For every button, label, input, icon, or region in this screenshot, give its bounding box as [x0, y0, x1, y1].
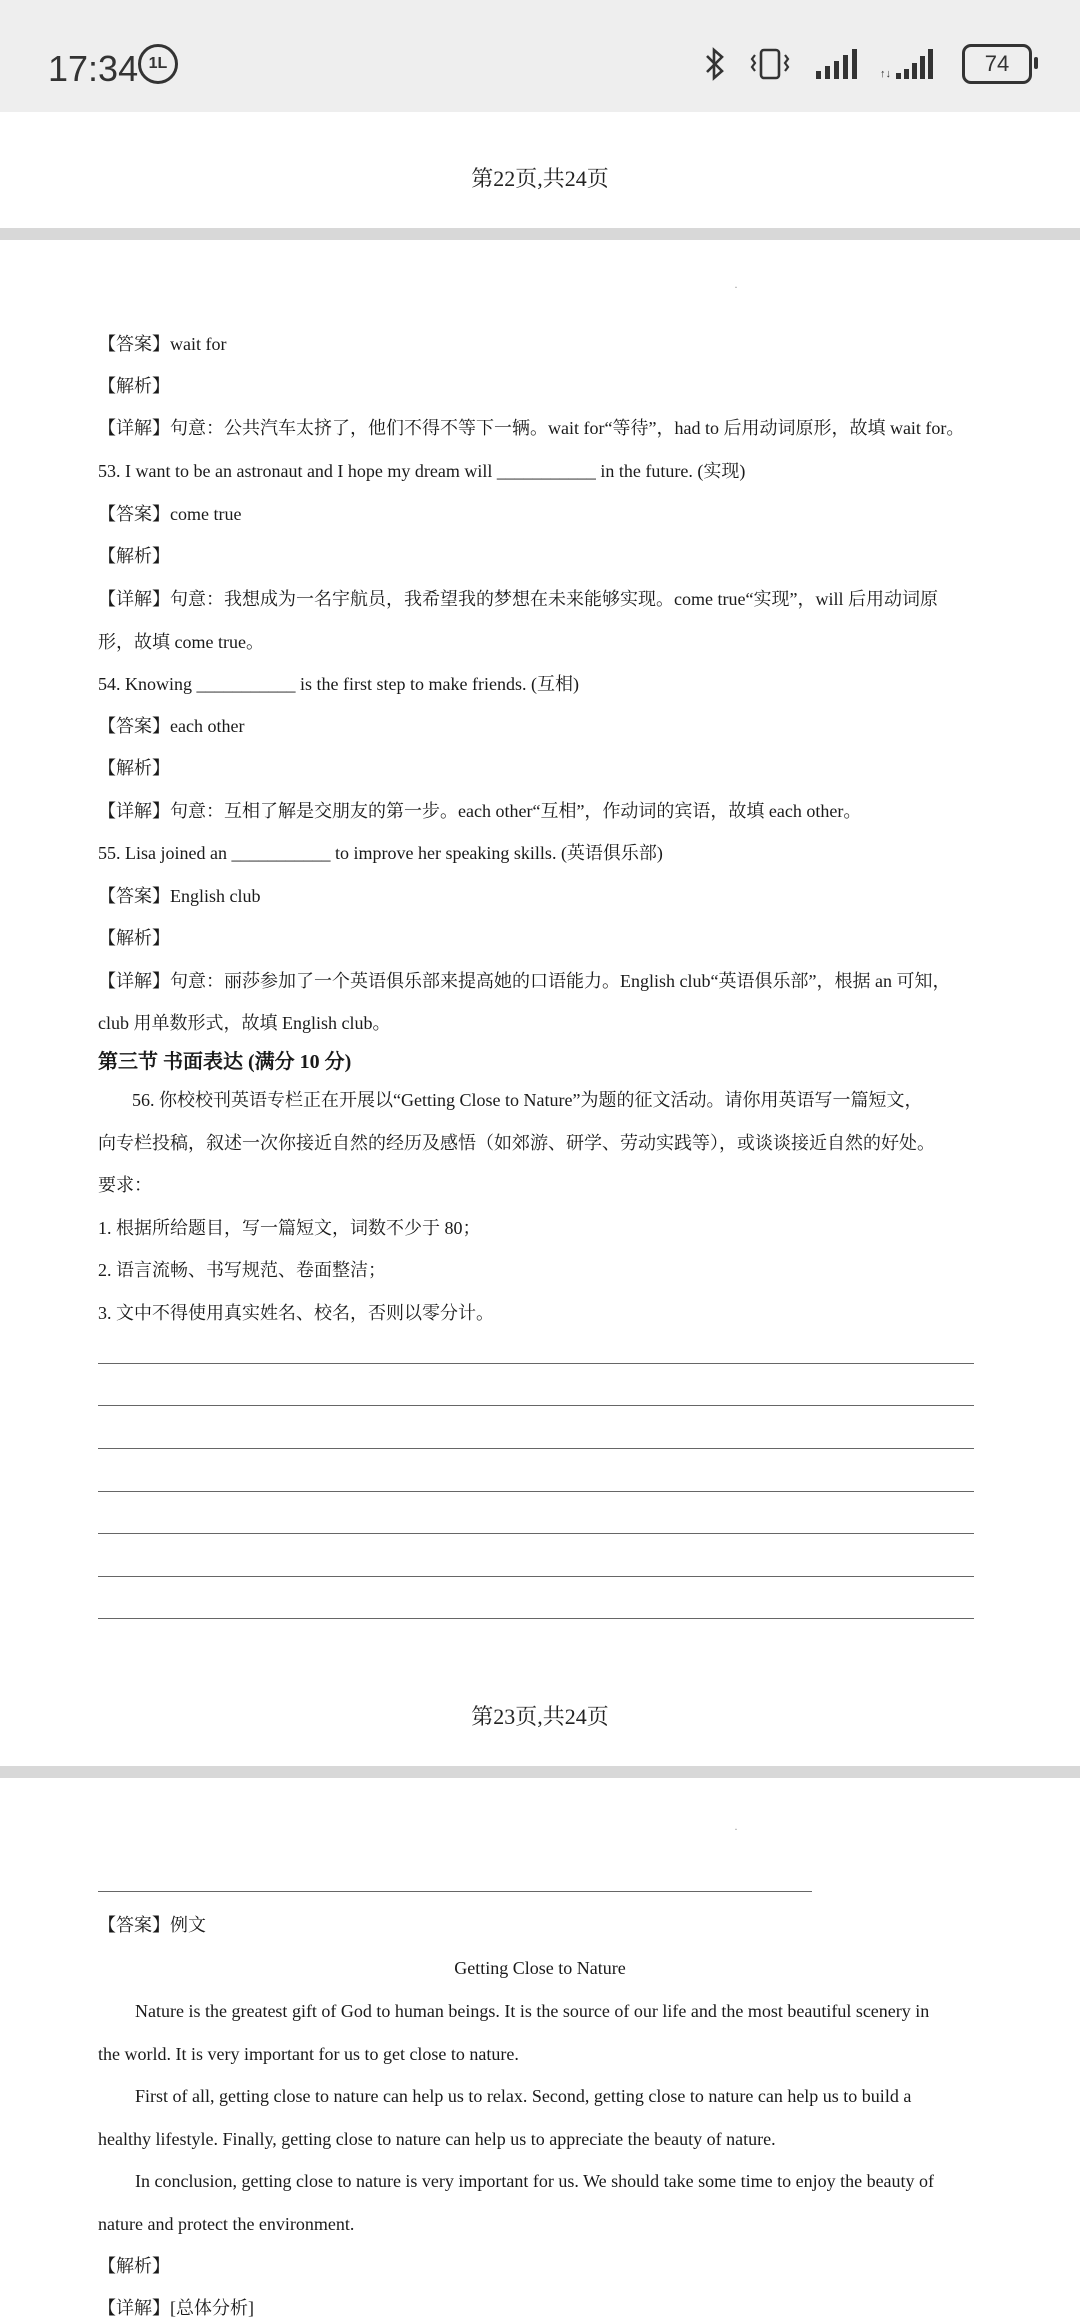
essay-answer-label: 【答案】例文 [98, 1915, 206, 1935]
page-separator [0, 1766, 1080, 1778]
essay-analysis: 【解析】 [98, 2256, 170, 2276]
essay-paragraph-1-cont: the world. It is very important for us to get close to nature. [98, 2044, 519, 2064]
q55-answer: 【答案】English club [98, 886, 261, 906]
q54-question: 54. Knowing ___________ is the first step to make friends. (互相) [98, 674, 579, 694]
status-bar [0, 0, 1080, 112]
q52-analysis: 【解析】 [98, 376, 170, 396]
scan-dot: · [734, 280, 738, 294]
requirement-2: 2. 语言流畅、书写规范、卷面整洁； [98, 1260, 386, 1280]
q53-answer: 【答案】come true [98, 504, 242, 524]
q54-analysis: 【解析】 [98, 758, 170, 778]
writing-line [98, 1363, 974, 1364]
writing-line [98, 1405, 974, 1406]
requirement-3: 3. 文中不得使用真实姓名、校名，否则以零分计。 [98, 1303, 494, 1323]
svg-text:↑↓: ↑↓ [880, 68, 891, 80]
essay-detail: 【详解】[总体分析] [98, 2298, 254, 2318]
writing-line [98, 1576, 974, 1577]
signal-icon [880, 47, 940, 81]
scan-dot: · [734, 1822, 738, 1836]
battery-icon: 74 [962, 44, 1032, 84]
writing-line [98, 1491, 974, 1492]
status-icons [704, 44, 1032, 84]
q52-detail: 【详解】句意：公共汽车太挤了，他们不得不等下一辆。wait for“等待”，had to 后用动词原形，故填 wait for。 [98, 418, 965, 438]
q55-question: 55. Lisa joined an ___________ to improve her speaking skills. (英语俱乐部) [98, 843, 663, 863]
requirements-label: 要求： [98, 1175, 152, 1195]
requirement-1: 1. 根据所给题目，写一篇短文，词数不少于 80； [98, 1218, 481, 1238]
essay-paragraph-1: Nature is the greatest gift of God to human beings. It is the source of our life and the most beautiful scenery in [135, 2001, 930, 2021]
q53-question: 53. I want to be an astronaut and I hope my dream will ___________ in the future. (实现) [98, 461, 746, 481]
bluetooth-icon [704, 47, 726, 81]
q54-detail: 【详解】句意：互相了解是交朋友的第一步。each other“互相”，作动词的宾语，故填 each other。 [98, 801, 862, 821]
q53-detail: 【详解】句意：我想成为一名宇航员，我希望我的梦想在未来能够实现。come true“实现”，will 后用动词原 [98, 589, 938, 609]
q55-detail-cont: club 用单数形式，故填 English club。 [98, 1013, 391, 1033]
page-footer-23: 第23页,共24页 [471, 1704, 609, 1729]
q55-analysis: 【解析】 [98, 928, 170, 948]
essay-title: Getting Close to Nature [454, 1958, 626, 1978]
q53-analysis: 【解析】 [98, 546, 170, 566]
writing-line [98, 1448, 974, 1449]
q56-prompt-cont: 向专栏投稿，叙述一次你接近自然的经历及感悟（如郊游、研学、劳动实践等），或谈谈接近自然的好处。 [98, 1133, 935, 1153]
writing-line [98, 1533, 974, 1534]
q55-detail: 【详解】句意：丽莎参加了一个英语俱乐部来提高她的口语能力。English club“英语俱乐部”，根据 an 可知， [98, 971, 951, 991]
status-time: 17:34 [48, 48, 139, 89]
writing-line [98, 1891, 812, 1892]
q54-answer: 【答案】each other [98, 716, 245, 736]
q53-detail-cont: 形，故填 come true。 [98, 632, 264, 652]
signal-icon [814, 47, 858, 81]
section-heading: 第三节 书面表达 (满分 10 分) [98, 1051, 352, 1073]
notification-badge-icon: 1L [138, 44, 178, 84]
page-footer-22: 第22页,共24页 [471, 166, 609, 191]
essay-paragraph-2-cont: healthy lifestyle. Finally, getting close to nature can help us to appreciate the beauty of nature. [98, 2129, 776, 2149]
q56-prompt: 56. 你校校刊英语专栏正在开展以“Getting Close to Nature”为题的征文活动。请你用英语写一篇短文， [132, 1090, 923, 1110]
essay-paragraph-2: First of all, getting close to nature can help us to relax. Second, getting close to nature can help us to build a [135, 2086, 912, 2106]
vibrate-icon [748, 47, 792, 81]
essay-paragraph-3: In conclusion, getting close to nature is very important for us. We should take some time to enjoy the beauty of [135, 2171, 935, 2191]
q52-answer: 【答案】wait for [98, 334, 227, 354]
writing-line [98, 1618, 974, 1619]
page-separator [0, 228, 1080, 240]
essay-paragraph-3-cont: nature and protect the environment. [98, 2214, 355, 2234]
